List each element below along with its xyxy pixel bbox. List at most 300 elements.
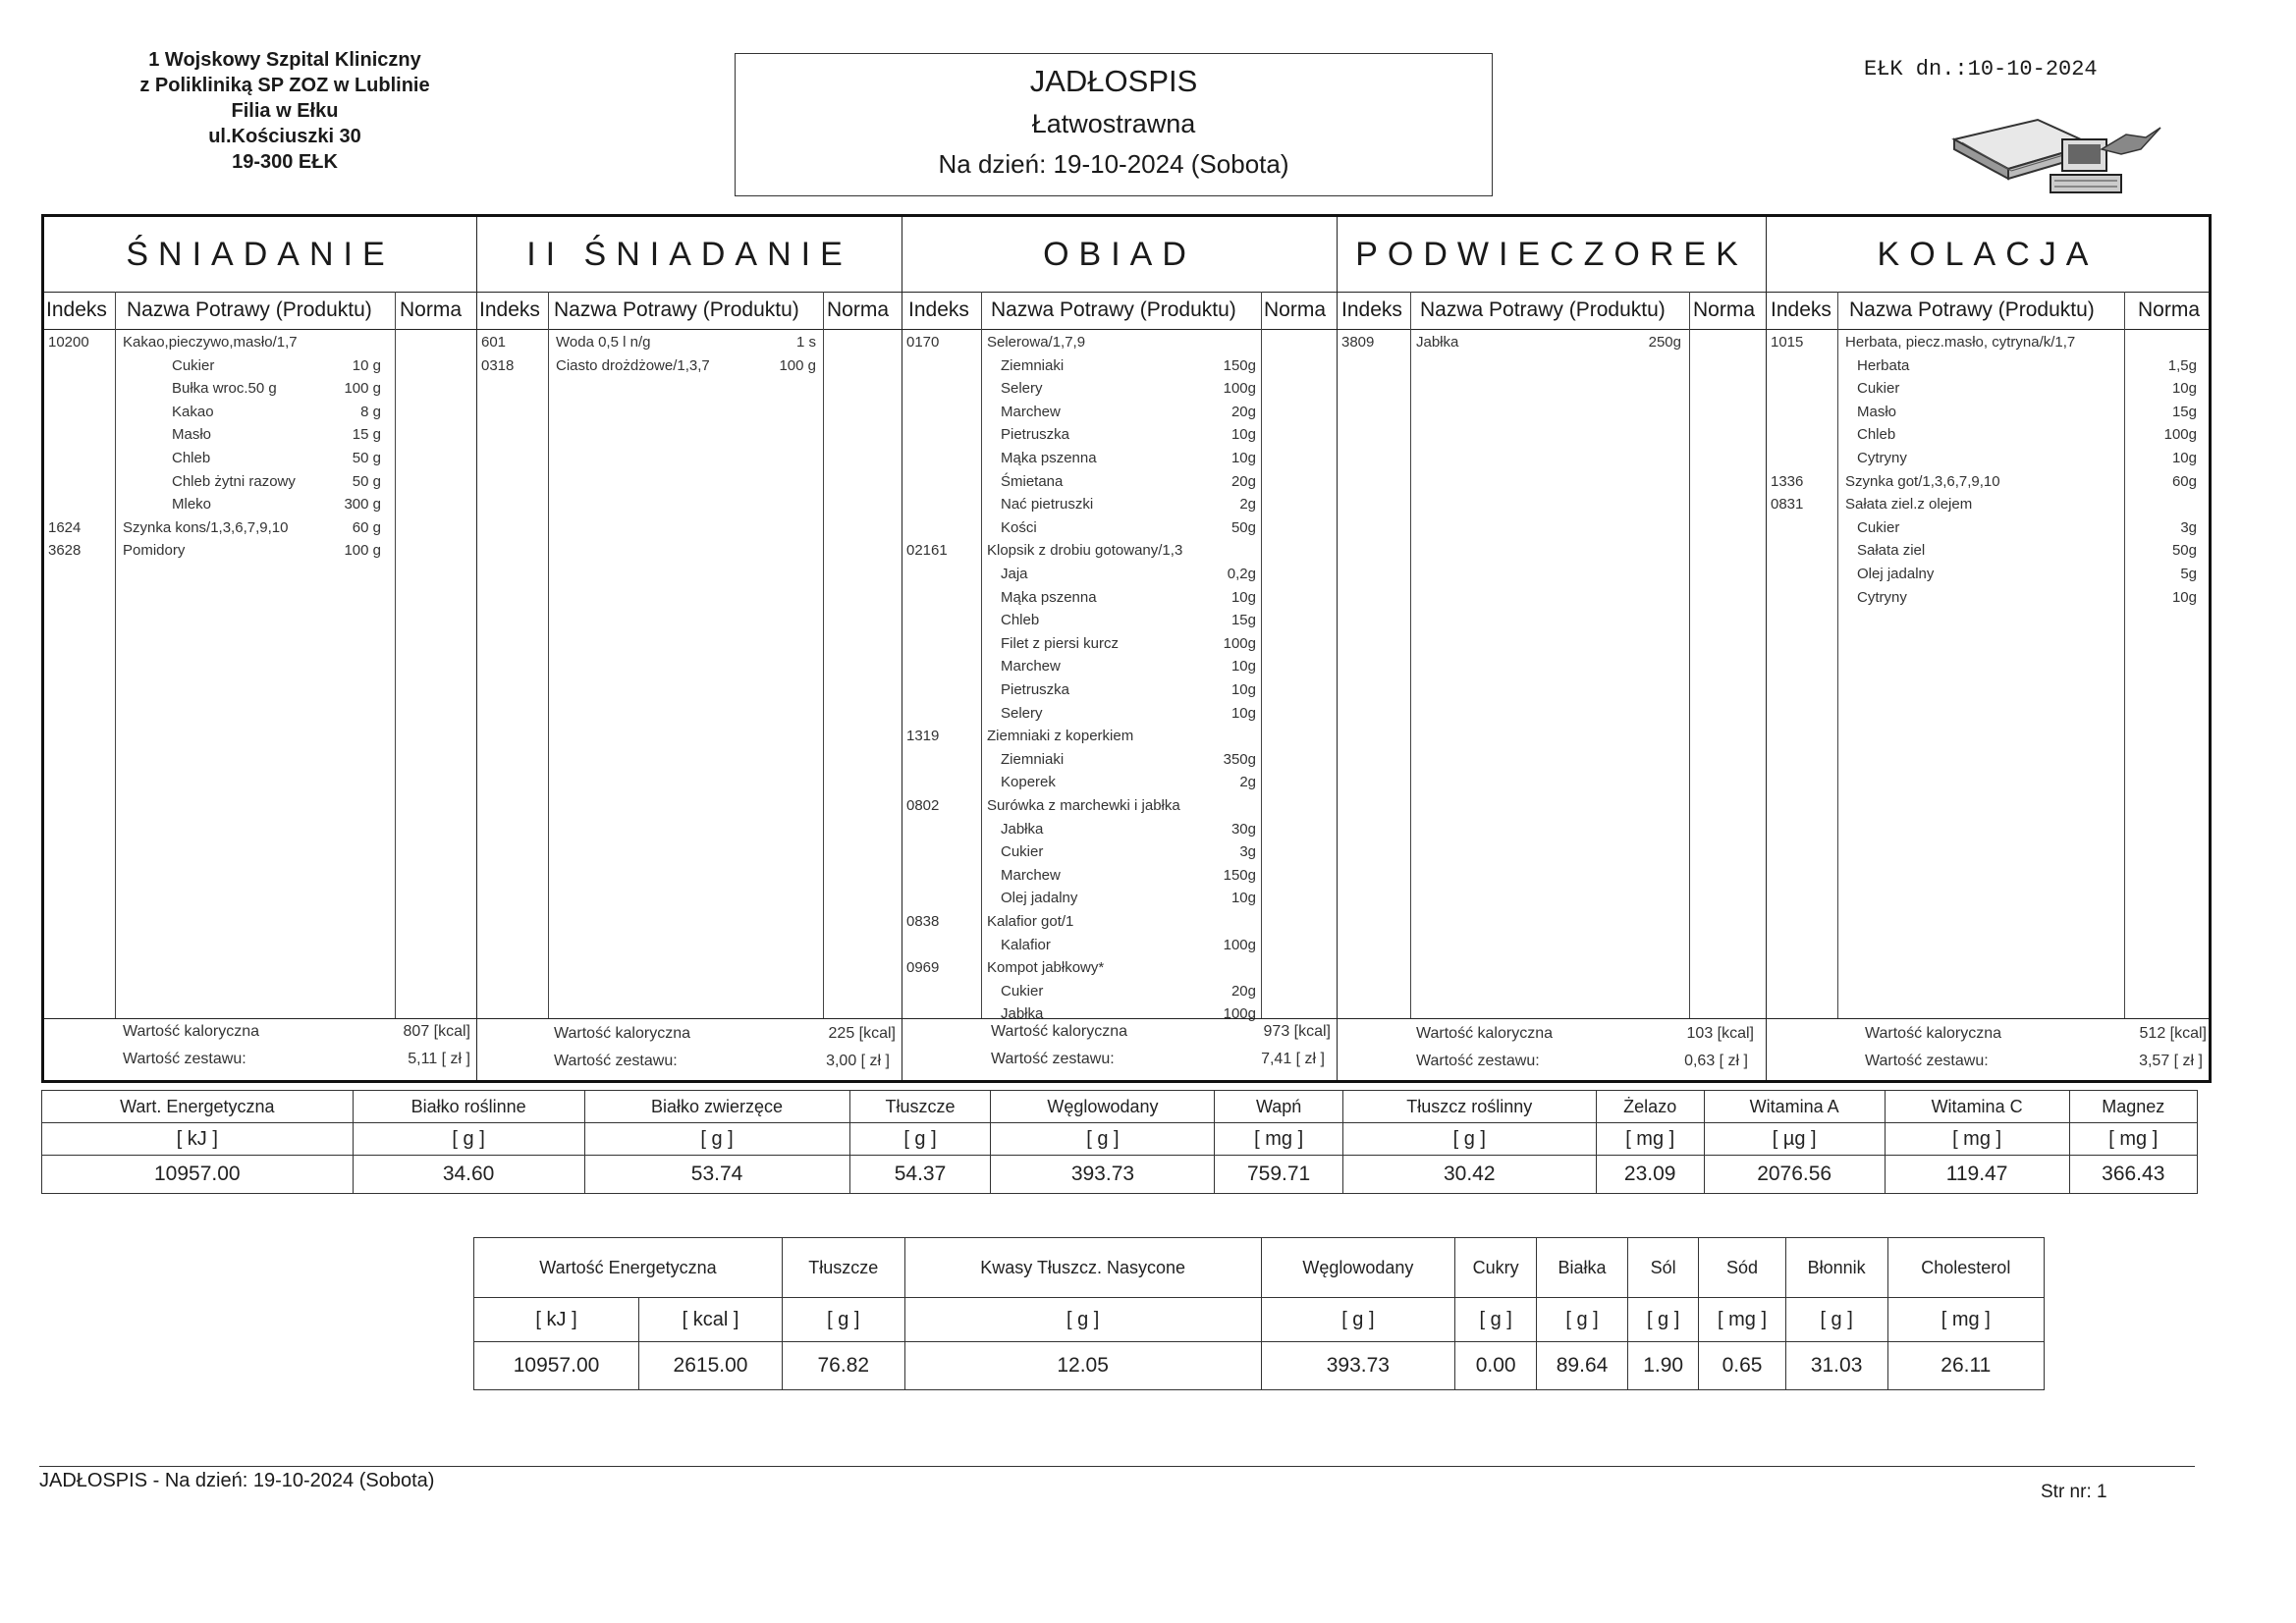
ingredient-name: Sałata ziel [1857,542,1926,560]
ingredient-name: Śmietana [1001,472,1064,490]
menu-item-row [44,493,476,516]
kcal-label: Wartość kaloryczna [1416,1025,1553,1042]
column-header-index: Indeks [908,298,969,321]
menu-item-row [902,702,1337,726]
item-norm: 2g [1239,774,1256,791]
nutrient-value: 393.73 [1261,1342,1454,1390]
menu-item-row [902,956,1337,980]
item-index: 1336 [1771,472,1804,490]
nutrient-unit: [ g ] [782,1298,904,1342]
meal-summary [902,1018,1337,1084]
hospital-line: 1 Wojskowy Szpital Kliniczny [148,49,421,71]
cost-value: 0,63 [ zł ] [1684,1053,1748,1069]
meal-summary [477,1018,902,1084]
meal-column-supper [1766,217,2209,1080]
nutrient-name: Magnez [2069,1091,2197,1123]
ingredient-name: Selery [1001,380,1043,398]
nutrient-name: Tłuszcze [849,1091,991,1123]
nutrient-name: Żelazo [1596,1091,1704,1123]
item-norm: 20g [1230,472,1256,490]
item-norm: 10g [2171,588,2197,606]
page-title: JADŁOSPIS [1029,64,1198,98]
nutrient-name: Cholesterol [1887,1238,2044,1298]
kcal-label: Wartość kaloryczna [991,1023,1127,1040]
nutrient-value: 10957.00 [474,1342,639,1390]
column-header-index: Indeks [1771,298,1831,321]
item-norm: 10g [1230,588,1256,606]
menu-item-row [902,377,1337,401]
menu-item-row [902,586,1337,610]
nutrient-name: Cukry [1455,1238,1537,1298]
item-norm: 100g [1223,936,1256,953]
nutrient-unit: [ kcal ] [639,1298,783,1342]
item-norm: 10g [1230,681,1256,698]
ingredient-name: Jabłka [1001,1005,1044,1023]
nutrition-unit-row [42,1123,2198,1156]
nutrition-header-row [42,1091,2198,1123]
item-norm: 100 g [779,356,816,374]
menu-item-row [902,887,1337,910]
item-norm: 30g [1230,820,1256,838]
item-norm: 100 g [344,380,381,398]
nutrient-name: Białko roślinne [353,1091,584,1123]
ingredient-name: Marchew [1001,866,1061,884]
cost-value: 3,57 [ zł ] [2139,1053,2203,1069]
meal-title: KOLACJA [1767,217,2209,293]
item-norm: 15g [2171,403,2197,420]
item-norm: 20g [1230,403,1256,420]
dish-name: Woda 0,5 l n/g [556,334,651,351]
nutrient-value: 30.42 [1342,1156,1596,1194]
menu-item-row [1767,539,2209,563]
nutrient-name: Wapń [1215,1091,1342,1123]
ingredient-name: Chleb [1857,426,1896,444]
menu-item-row [902,771,1337,794]
dish-name: Klopsik z drobiu gotowany/1,3 [987,542,1183,560]
nutrient-name: Witamina A [1704,1091,1885,1123]
item-norm: 100g [2163,426,2197,444]
item-norm: 10g [1230,658,1256,676]
nutrient-unit: [ g ] [1537,1298,1628,1342]
nutrient-value: 0.00 [1455,1342,1537,1390]
column-header-norm: Norma [400,298,463,321]
ingredient-name: Cytryny [1857,588,1907,606]
kcal-value: 225 [kcal] [828,1025,896,1042]
nutrient-unit: [ kJ ] [42,1123,354,1156]
meal-title: ŚNIADANIE [44,217,476,293]
ingredient-name: Olej jadalny [1857,566,1935,582]
column-headers [902,292,1337,330]
meal-title: PODWIECZOREK [1338,217,1766,293]
ingredient-name: Cytryny [1857,450,1907,466]
item-index: 10200 [48,334,89,351]
nutrition-unit-row [474,1298,2045,1342]
menu-item-row [1767,423,2209,447]
nutrient-name: Białka [1537,1238,1628,1298]
page-number: Str nr: 1 [2041,1482,2107,1502]
meal-title: OBIAD [902,217,1337,293]
item-norm: 3g [2180,518,2197,536]
nutrient-value: 119.47 [1885,1156,2069,1194]
ingredient-name: Marchew [1001,403,1061,420]
hospital-address [93,47,476,175]
item-norm: 15g [1230,612,1256,629]
menu-item-row [902,470,1337,494]
ingredient-name: Ziemniaki [1001,750,1065,768]
nutrient-value: 54.37 [849,1156,991,1194]
meal-summary [1338,1018,1766,1084]
cost-label: Wartość zestawu: [123,1051,246,1067]
item-norm: 60 g [352,518,381,536]
item-norm: 1 s [795,334,816,351]
menu-item-row [44,516,476,540]
column-headers [1767,292,2209,330]
nutrient-name: Tłuszcz roślinny [1342,1091,1596,1123]
column-headers [477,292,902,330]
menu-item-row [902,539,1337,563]
kcal-value: 512 [kcal] [2139,1025,2207,1042]
item-norm: 15 g [352,426,381,444]
column-header-index: Indeks [1341,298,1402,321]
nutrient-name: Węglowodany [1261,1238,1454,1298]
item-norm: 150g [1223,866,1256,884]
meal-summary [44,1018,476,1084]
ingredient-name: Mąka pszenna [1001,450,1097,466]
menu-item-row [902,840,1337,864]
item-norm: 150g [1223,356,1256,374]
meal-column-dinner [902,217,1337,1080]
dish-name: Szynka kons/1,3,6,7,9,10 [123,518,289,536]
item-index: 1015 [1771,334,1804,351]
item-norm: 50 g [352,472,381,490]
column-header-name: Nazwa Potrawy (Produktu) [1849,298,2095,321]
menu-item-row [477,354,902,378]
ingredient-name: Selery [1001,704,1043,722]
nutrition-value-row [42,1156,2198,1194]
kcal-label: Wartość kaloryczna [123,1023,259,1040]
ingredient-name: Chleb [172,450,211,466]
menu-table [41,214,2212,1083]
item-index: 0831 [1771,496,1804,514]
nutrient-unit: [ kJ ] [474,1298,639,1342]
cost-label: Wartość zestawu: [1416,1053,1540,1069]
kcal-label: Wartość kaloryczna [554,1025,690,1042]
ingredient-name: Jabłka [1001,820,1044,838]
item-index: 0838 [906,913,940,930]
ingredient-name: Kalafior [1001,936,1051,953]
item-norm: 10g [1230,890,1256,907]
nutrient-unit: [ g ] [1261,1298,1454,1342]
nutrient-name: Wartość Energetyczna [474,1238,783,1298]
menu-item-row [902,423,1337,447]
nutrient-name: Sól [1627,1238,1698,1298]
ingredient-name: Jaja [1001,566,1028,582]
menu-item-row [902,331,1337,354]
nutrient-value: 759.71 [1215,1156,1342,1194]
dish-name: Ciasto drożdżowe/1,3,7 [556,356,710,374]
nutrition-header-row [474,1238,2045,1298]
dish-name: Kalafior got/1 [987,913,1074,930]
dish-name: Herbata, piecz.masło, cytryna/k/1,7 [1845,334,2076,351]
meal-title: II ŚNIADANIE [477,217,902,293]
hospital-line: Filia w Ełku [231,100,339,122]
menu-item-row [902,655,1337,678]
ingredient-name: Cukier [1001,843,1044,861]
menu-item-row [1767,470,2209,494]
menu-item-row [902,678,1337,702]
dish-name: Selerowa/1,7,9 [987,334,1086,351]
item-norm: 300 g [344,496,381,514]
nutrient-value: 76.82 [782,1342,904,1390]
item-norm: 10g [1230,450,1256,466]
column-header-name: Nazwa Potrawy (Produktu) [1420,298,1666,321]
item-index: 601 [481,334,507,351]
menu-item-row [1767,586,2209,610]
footer-divider [39,1466,2195,1467]
nutrient-unit: [ mg ] [1215,1123,1342,1156]
menu-item-row [44,401,476,424]
dish-name: Kompot jabłkowy* [987,959,1105,977]
column-header-norm: Norma [827,298,890,321]
ingredient-name: Marchew [1001,658,1061,676]
nutrient-unit: [ g ] [1455,1298,1537,1342]
item-norm: 10g [2171,450,2197,466]
nutrient-name: Witamina C [1885,1091,2069,1123]
item-index: 1624 [48,518,82,536]
item-norm: 1,5g [2167,356,2197,374]
menu-item-row [902,934,1337,957]
book-computer-logo-icon [1944,110,2170,200]
nutrient-value: 12.05 [904,1342,1261,1390]
ingredient-name: Mąka pszenna [1001,588,1097,606]
menu-item-row [902,725,1337,748]
item-norm: 8 g [360,403,381,420]
cost-label: Wartość zestawu: [554,1053,678,1069]
nutrient-unit: [ g ] [1627,1298,1698,1342]
ingredient-name: Cukier [1001,982,1044,1000]
nutrition-value-row [474,1342,2045,1390]
hospital-line: 19-300 EŁK [232,151,338,173]
cost-label: Wartość zestawu: [1865,1053,1989,1069]
nutrient-value: 2076.56 [1704,1156,1885,1194]
nutrient-value: 393.73 [991,1156,1215,1194]
menu-item-row [902,864,1337,888]
item-norm: 100g [1223,380,1256,398]
nutrient-unit: [ mg ] [2069,1123,2197,1156]
kcal-value: 103 [kcal] [1686,1025,1754,1042]
nutrient-name: Kwasy Tłuszcz. Nasycone [904,1238,1261,1298]
menu-item-row [1767,354,2209,378]
column-header-norm: Norma [1693,298,1756,321]
menu-item-row [1767,331,2209,354]
nutrient-unit: [ g ] [1342,1123,1596,1156]
ingredient-name: Pietruszka [1001,426,1070,444]
item-index: 0802 [906,797,940,814]
nutrient-unit: [ mg ] [1596,1123,1704,1156]
nutrient-unit: [ g ] [353,1123,584,1156]
nutrient-value: 366.43 [2069,1156,2197,1194]
dish-name: Kakao,pieczywo,masło/1,7 [123,334,298,351]
menu-item-row [44,470,476,494]
item-norm: 100g [1223,1005,1256,1023]
cost-value: 3,00 [ zł ] [826,1053,890,1069]
ingredient-name: Koperek [1001,774,1056,791]
menu-item-row [44,539,476,563]
nutrient-name: Białko zwierzęce [584,1091,849,1123]
cost-label: Wartość zestawu: [991,1051,1115,1067]
ingredient-name: Ziemniaki [1001,356,1065,374]
item-index: 0969 [906,959,940,977]
menu-item-row [902,980,1337,1003]
nutrient-name: Błonnik [1785,1238,1887,1298]
dish-name: Pomidory [123,542,186,560]
column-header-index: Indeks [46,298,107,321]
menu-item-row [902,818,1337,841]
kcal-value: 807 [kcal] [403,1023,470,1040]
ingredient-name: Masło [1857,403,1897,420]
nutrient-name: Wart. Energetyczna [42,1091,354,1123]
meal-summary [1767,1018,2209,1084]
ingredient-name: Kakao [172,403,214,420]
item-index: 1319 [906,728,940,745]
nutrient-value: 0.65 [1699,1342,1785,1390]
item-norm: 60g [2171,472,2197,490]
menu-item-row [902,632,1337,656]
menu-item-row [44,354,476,378]
nutrient-value: 53.74 [584,1156,849,1194]
menu-title-box [735,53,1493,196]
item-index: 3809 [1341,334,1375,351]
nutrient-value: 1.90 [1627,1342,1698,1390]
kcal-label: Wartość kaloryczna [1865,1025,2001,1042]
nutrition-table-daily [41,1090,2198,1194]
menu-item-row [902,401,1337,424]
menu-item-row [1767,563,2209,586]
menu-item-row [477,331,902,354]
ingredient-name: Olej jadalny [1001,890,1078,907]
ingredient-name: Kości [1001,518,1037,536]
item-norm: 10g [2171,380,2197,398]
nutrient-unit: [ g ] [584,1123,849,1156]
item-norm: 50g [2171,542,2197,560]
place-date: EŁK dn.:10-10-2024 [1864,57,2098,81]
dish-name: Szynka got/1,3,6,7,9,10 [1845,472,2000,490]
menu-item-row [1767,447,2209,470]
column-header-index: Indeks [479,298,540,321]
cost-value: 7,41 [ zł ] [1261,1051,1325,1067]
column-header-name: Nazwa Potrawy (Produktu) [991,298,1236,321]
ingredient-name: Cukier [1857,380,1900,398]
dish-name: Sałata ziel.z olejem [1845,496,1973,514]
menu-item-row [902,748,1337,772]
meal-column-second-breakfast [476,217,902,1080]
nutrient-name: Sód [1699,1238,1785,1298]
item-index: 0318 [481,356,515,374]
menu-item-row [902,447,1337,470]
item-norm: 5g [2180,566,2197,582]
nutrient-unit: [ mg ] [1887,1298,2044,1342]
menu-item-row [902,609,1337,632]
footer-title: JADŁOSPIS - Na dzień: 19-10-2024 (Sobota) [39,1470,435,1491]
nutrition-table-label [473,1237,2045,1390]
nutrient-value: 89.64 [1537,1342,1628,1390]
menu-item-row [902,516,1337,540]
item-norm: 20g [1230,982,1256,1000]
ingredient-name: Filet z piersi kurcz [1001,634,1120,652]
ingredient-name: Bułka wroc.50 g [172,380,277,398]
column-headers [44,292,476,330]
menu-item-row [902,493,1337,516]
item-index: 3628 [48,542,82,560]
nutrient-value: 2615.00 [639,1342,783,1390]
ingredient-name: Nać pietruszki [1001,496,1094,514]
meal-column-afternoon-snack [1337,217,1766,1080]
column-header-norm: Norma [2138,298,2201,321]
dish-name: Jabłka [1416,334,1459,351]
ingredient-name: Pietruszka [1001,681,1070,698]
nutrient-unit: [ g ] [904,1298,1261,1342]
column-headers [1338,292,1766,330]
item-norm: 50 g [352,450,381,466]
diet-name: Łatwostrawna [1031,109,1196,138]
item-norm: 350g [1223,750,1256,768]
item-norm: 50g [1230,518,1256,536]
nutrient-value: 31.03 [1785,1342,1887,1390]
menu-date: Na dzień: 19-10-2024 (Sobota) [938,149,1289,179]
nutrient-unit: [ µg ] [1704,1123,1885,1156]
nutrient-name: Węglowodany [991,1091,1215,1123]
nutrient-value: 10957.00 [42,1156,354,1194]
item-norm: 10 g [352,356,381,374]
menu-item-row [44,447,476,470]
column-header-norm: Norma [1264,298,1327,321]
menu-item-row [1767,493,2209,516]
column-header-name: Nazwa Potrawy (Produktu) [127,298,372,321]
item-norm: 0,2g [1227,566,1256,582]
menu-item-row [1338,331,1766,354]
item-norm: 3g [1239,843,1256,861]
item-norm: 2g [1239,496,1256,514]
ingredient-name: Herbata [1857,356,1910,374]
nutrient-name: Tłuszcze [782,1238,904,1298]
nutrient-value: 34.60 [353,1156,584,1194]
item-index: 0170 [906,334,940,351]
ingredient-name: Cukier [172,356,215,374]
dish-name: Surówka z marchewki i jabłka [987,797,1180,814]
nutrient-unit: [ g ] [991,1123,1215,1156]
ingredient-name: Chleb żytni razowy [172,472,296,490]
menu-item-row [902,563,1337,586]
item-norm: 100 g [344,542,381,560]
item-norm: 10g [1230,426,1256,444]
kcal-value: 973 [kcal] [1263,1023,1331,1040]
menu-item-row [902,794,1337,818]
item-norm: 10g [1230,704,1256,722]
item-index: 02161 [906,542,948,560]
dish-name: Ziemniaki z koperkiem [987,728,1134,745]
meal-column-breakfast [44,217,476,1080]
menu-item-row [902,354,1337,378]
ingredient-name: Mleko [172,496,212,514]
hospital-line: ul.Kościuszki 30 [208,126,361,147]
menu-item-row [44,377,476,401]
nutrient-unit: [ g ] [849,1123,991,1156]
nutrient-value: 26.11 [1887,1342,2044,1390]
menu-item-row [1767,516,2209,540]
item-norm: 250g [1648,334,1681,351]
menu-item-row [44,423,476,447]
column-header-name: Nazwa Potrawy (Produktu) [554,298,799,321]
